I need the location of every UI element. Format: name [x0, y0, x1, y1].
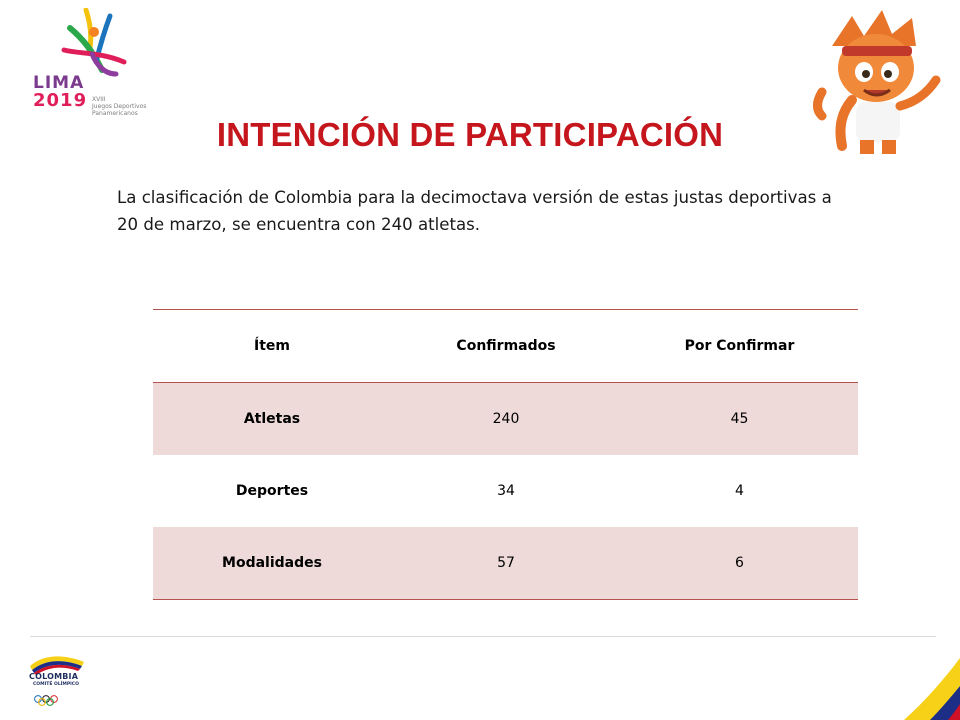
table-row	[153, 527, 858, 600]
pending-value: 45	[621, 383, 858, 456]
row-label: Deportes	[235, 483, 309, 499]
confirmed-value: 57	[391, 527, 621, 600]
org-subtitle: COMITÉ OLÍMPICO	[33, 682, 79, 687]
lima-caption-line-3: Panamericanos	[92, 110, 138, 117]
pending-value: 4	[735, 483, 744, 499]
org-name: COLOMBIA	[29, 672, 79, 681]
table-header-row	[153, 310, 858, 383]
header-confirmed: Confirmados	[456, 338, 556, 354]
intro-paragraph: La clasificación de Colombia para la decimoctava versión de estas justas deportivas a 20 de marzo, se encuentra con 240 atletas.	[117, 188, 832, 234]
header-pending: Por Confirmar	[684, 338, 795, 354]
colombia-olympic-committee-logo	[26, 650, 88, 712]
lima-caption	[92, 96, 152, 117]
lima-word: LIMA	[33, 73, 85, 93]
row-label: Modalidades	[153, 527, 391, 600]
lima-logo-text	[33, 74, 87, 110]
header-item: Ítem	[254, 338, 290, 354]
lima-caption-line-1: XVIII	[92, 96, 106, 103]
flag-ribbon-corner	[880, 650, 960, 720]
lima-year: 2019	[33, 90, 88, 111]
page-title: INTENCIÓN DE PARTICIPACIÓN	[216, 116, 724, 153]
confirmed-value: 240	[391, 383, 621, 456]
table-row	[153, 455, 858, 527]
lima-caption-line-2: Juegos Deportivos	[92, 103, 147, 110]
participation-table	[153, 309, 858, 600]
table-row	[153, 383, 858, 456]
pending-value: 6	[621, 527, 858, 600]
confirmed-value: 34	[497, 483, 515, 499]
row-label: Atletas	[153, 383, 391, 456]
footer-divider	[30, 636, 936, 637]
